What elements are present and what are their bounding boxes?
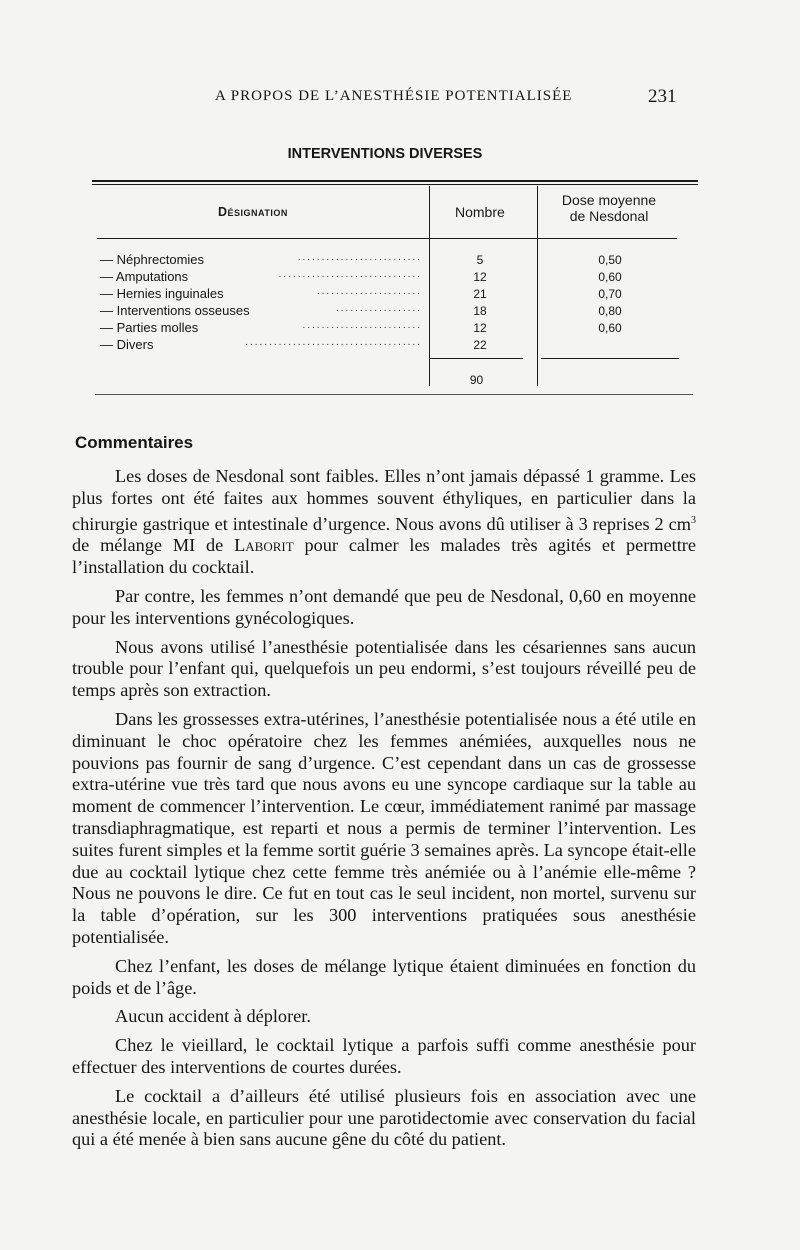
body-text	[72, 466, 696, 1158]
table-row	[100, 252, 690, 269]
row-dose: 0,50	[598, 253, 622, 267]
leader-dots: .....................................	[245, 337, 422, 348]
row-label: — Divers	[100, 337, 154, 352]
paragraph: Nous avons utilisé l’anesthésie potentialisée dans les césariennes sans aucun trouble pour l’enfant qui, quelquefois un peu endormi, s’est toujours réveillé peu de temps après son extraction.	[72, 636, 696, 701]
row-count: 22	[473, 338, 487, 352]
table-row	[100, 286, 690, 303]
paragraph-text: de mélange MI de	[72, 535, 235, 556]
row-count: 5	[476, 253, 484, 267]
paragraph: Aucun accident à déplorer.	[115, 1006, 311, 1027]
table-row	[100, 269, 690, 286]
table-title: INTERVENTIONS DIVERSES	[287, 146, 483, 162]
row-label: — Hernies inguinales	[100, 286, 224, 301]
column-header-dose-line1: Dose moyenne	[561, 192, 657, 208]
section-heading: Commentaires	[75, 433, 194, 452]
column-header-dose-line2: de Nesdonal	[569, 208, 649, 224]
running-head: A PROPOS DE L’ANESTHÉSIE POTENTIALISÉE	[215, 88, 573, 104]
table-total: 90	[469, 373, 484, 387]
leader-dots: ..............................	[278, 269, 422, 280]
superscript: 3	[691, 514, 696, 526]
row-label: — Néphrectomies	[100, 252, 205, 267]
paragraph: Chez le vieillard, le cocktail lytique a parfois suffi comme anesthésie pour effectuer des interventions de courtes durées.	[72, 1035, 696, 1078]
author-name: Laborit	[234, 535, 294, 556]
row-count: 12	[473, 270, 487, 284]
paragraph-text: pour calmer les malades très agités et permettre l’installation du cocktail.	[72, 535, 696, 578]
row-count: 21	[473, 287, 487, 301]
page-number: 231	[648, 86, 677, 107]
paragraph-text: Les doses de Nesdonal sont faibles. Elles n’ont jamais dépassé 1 gramme. Les plus fortes ont été faites aux hommes souvent éthyliques, en particulier dans la chirurgie gastrique et intestinale d’urgence. Nous avons dû utiliser à 3 reprises 2 cm	[72, 466, 696, 534]
table-body	[100, 252, 690, 354]
row-dose: 0,80	[598, 304, 622, 318]
table-top-rule-thin	[92, 184, 698, 185]
paragraph: Dans les grossesses extra-utérines, l’anesthésie potentialisée nous a été utile en diminuant le choc opératoire chez les femmes anémiées, auxquelles nous ne pouvions pas fournir de sang d’urgence. C’est cependant dans un cas de grossesse extra-utérine vue très tard que nous avons eu une syncope cardiaque sur la table au moment de commencer l’intervention. Le cœur, immédiatement ranimé par massage transdiaphragmatique, est reparti et nous a permis de terminer l’intervention. Les suites furent simples et la femme sortit guérie 3 semaines après. La syncope était-elle due au cocktail lytique chez cette femme très anémiée ou à l’anémie elle-même ? Nous ne pouvons le dire. Ce fut en tout cas le seul incident, non mortel, survenu sur la table d’opération, sur les 300 interventions pratiquées sous anesthésie potentialisée.	[72, 709, 696, 948]
paragraph: Le cocktail a d’ailleurs été utilisé plusieurs fois en association avec une anesthésie locale, en particulier pour une parotidectomie avec conservation du facial qui a été menée à bien sans aucune gêne du côté du patient.	[72, 1085, 696, 1150]
table-row	[100, 303, 690, 320]
row-dose: 0,60	[598, 270, 622, 284]
row-label: — Amputations	[100, 269, 189, 284]
column-header-dose	[545, 192, 673, 224]
table-row	[100, 320, 690, 337]
total-rule	[430, 358, 523, 359]
table-bottom-rule	[95, 394, 693, 395]
row-label: — Parties molles	[100, 320, 199, 335]
paragraph: Par contre, les femmes n’ont demandé que peu de Nesdonal, 0,60 en moyenne pour les interventions gynécologiques.	[72, 586, 696, 628]
leader-dots: ..................	[335, 303, 422, 314]
row-dose: 0,60	[598, 321, 622, 335]
leader-dots: ..........................	[297, 252, 422, 263]
paragraph	[72, 466, 696, 579]
table-row	[100, 337, 690, 354]
table-header-rule	[97, 238, 677, 239]
table-top-rule	[92, 180, 698, 182]
row-count: 18	[473, 304, 487, 318]
row-dose: 0,70	[598, 287, 622, 301]
column-header-count: Nombre	[455, 204, 505, 220]
leader-dots: .........................	[302, 320, 422, 331]
row-count: 12	[473, 321, 487, 335]
paragraph: Chez l’enfant, les doses de mélange lytique étaient diminuées en fonction du poids et de l’âge.	[72, 955, 696, 998]
row-label: — Interventions osseuses	[100, 303, 250, 318]
total-rule	[541, 358, 679, 359]
column-header-designation: Désignation	[218, 205, 288, 219]
leader-dots: ......................	[316, 286, 422, 297]
